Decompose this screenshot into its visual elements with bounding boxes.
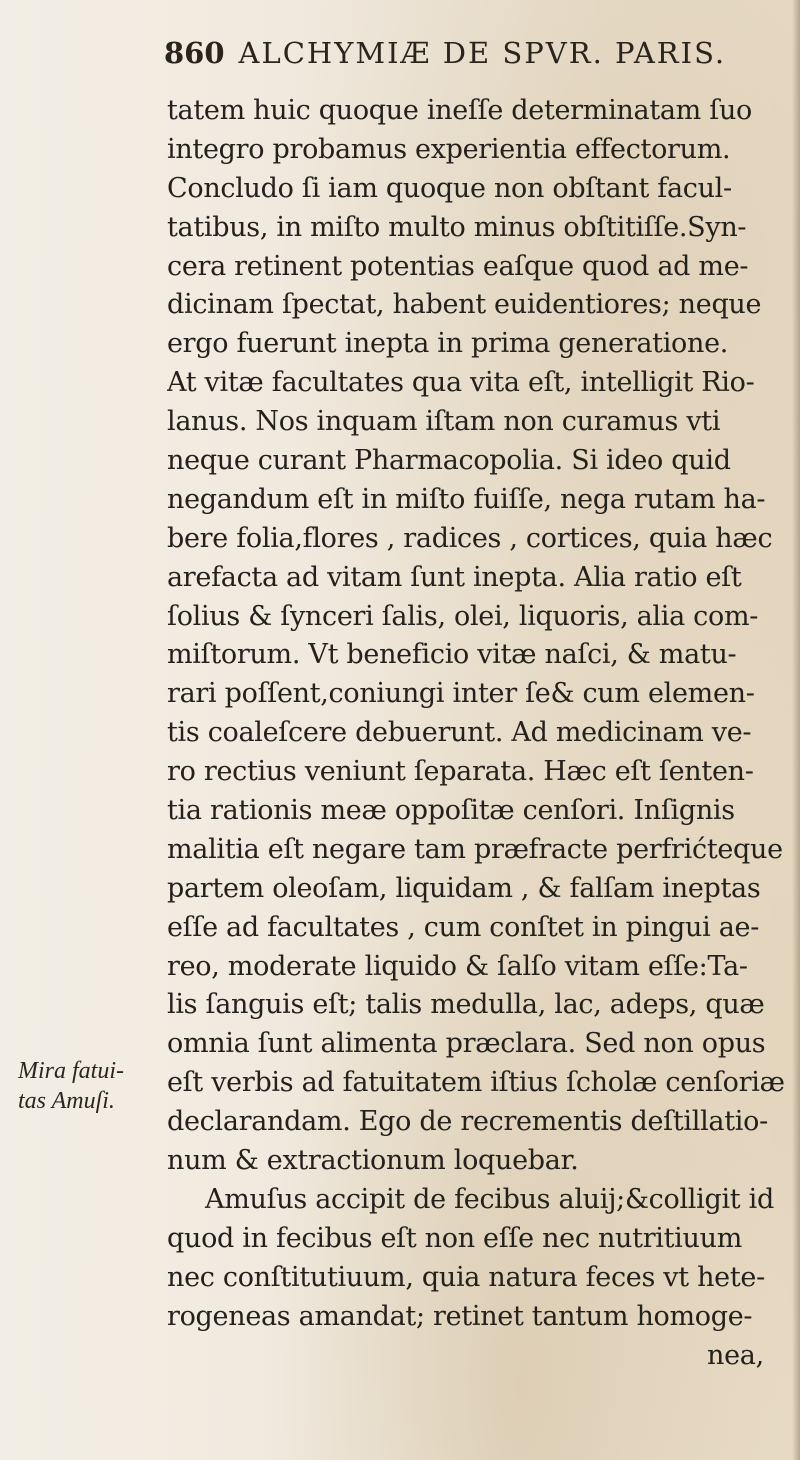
text-line: ro rectius veniunt ſeparata. Hæc eſt ſenten- bbox=[167, 756, 754, 788]
text-line: ergo fuerunt inepta in prima generatione. bbox=[167, 328, 729, 360]
text-line: omnia ſunt alimenta præclara. Sed non opus bbox=[167, 1028, 766, 1060]
text-line: num & extractionum loquebar. bbox=[167, 1145, 579, 1177]
text-line: lanus. Nos inquam iſtam non curamus vti bbox=[167, 406, 721, 438]
text-line: reo, moderate liquido & ſalſo vitam eſſe:Ta- bbox=[167, 950, 748, 982]
text-line: rogeneas amandat; retinet tantum homoge- bbox=[167, 1300, 753, 1332]
text-line: dicinam ſpectat, habent euidentiores; neque bbox=[167, 289, 762, 321]
text-line: tia rationis meæ oppoſitæ cenſori. Inſignis bbox=[167, 795, 735, 827]
text-line: tis coaleſcere debuerunt. Ad medicinam ve- bbox=[167, 717, 752, 749]
text-line: integro probamus experientia effectorum. bbox=[167, 133, 731, 165]
marginal-note-line: Mira fatui- bbox=[18, 1058, 124, 1084]
marginal-note-line: tas Amuſi. bbox=[18, 1088, 115, 1114]
text-line: arefacta ad vitam ſunt inepta. Alia ratio eſt bbox=[167, 561, 742, 593]
text-line: nec conſtitutiuum, quia natura feces vt hete- bbox=[167, 1261, 765, 1293]
text-line: tatem huic quoque ineſſe determinatam ſuo bbox=[167, 95, 752, 126]
text-line: bere folia,flores , radices , cortices, quia hæc bbox=[167, 522, 773, 554]
text-line: ſolius & ſynceri ſalis, olei, liquoris, alia com- bbox=[167, 600, 759, 632]
text-line: eſſe ad facultates , cum conſtet in pingui ae- bbox=[167, 911, 760, 943]
text-line: malitia eſt negare tam præfracte perfrićteque bbox=[167, 833, 783, 865]
body-text bbox=[167, 92, 787, 1375]
text-line: cera retinent potentias eaſque quod ad me- bbox=[167, 250, 749, 282]
text-line: miſtorum. Vt beneficio vitæ naſci, & matu- bbox=[167, 639, 737, 671]
catchword: nea, bbox=[707, 1339, 764, 1371]
text-line: At vitæ facultates qua vita eſt, intelligit Rio- bbox=[167, 367, 755, 399]
text-line: Concludo ſi iam quoque non obſtant facul- bbox=[167, 172, 732, 204]
text-line: partem oleoſam, liquidam , & falſam ineptas bbox=[167, 872, 761, 904]
running-head bbox=[164, 36, 764, 80]
text-line: tatibus, in miſto multo minus obſtitiſſe.Syn- bbox=[167, 211, 747, 243]
text-line: negandum eſt in miſto fuiſſe, nega rutam ha- bbox=[167, 483, 766, 515]
running-title: ALCHYMIÆ DE SPVR. PARIS. bbox=[238, 36, 727, 70]
text-line: quod in fecibus eſt non eſſe nec nutritiuum bbox=[167, 1222, 742, 1254]
paragraph-start-line: Amuſus accipit de fecibus aluij;&colligit id bbox=[205, 1183, 774, 1215]
text-line: rari poſſent,coniungi inter ſe& cum elemen- bbox=[167, 678, 755, 710]
page-edge-shadow bbox=[792, 0, 800, 1460]
text-line: neque curant Pharmacopolia. Si ideo quid bbox=[167, 445, 731, 477]
marginal-note bbox=[18, 1056, 158, 1116]
text-line: eſt verbis ad fatuitatem iſtius ſcholæ cenſoriæ bbox=[167, 1067, 785, 1099]
text-line: declarandam. Ego de recrementis deſtillatio- bbox=[167, 1106, 768, 1138]
page-number: 860 bbox=[164, 36, 225, 70]
text-line: lis ſanguis eſt; talis medulla, lac, adeps, quæ bbox=[167, 989, 765, 1021]
